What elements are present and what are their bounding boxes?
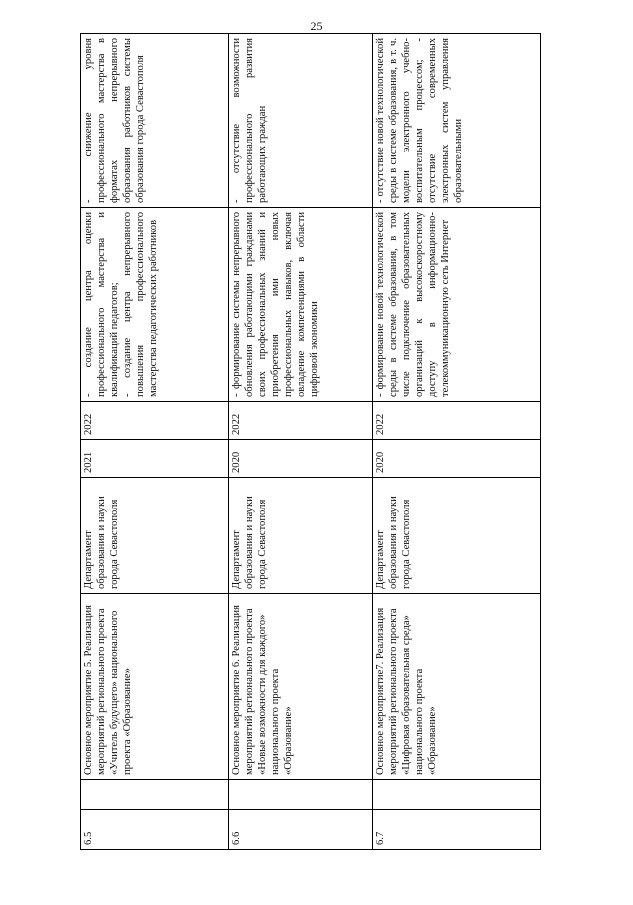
empty-cell bbox=[229, 780, 373, 810]
start-year: 2021 bbox=[81, 440, 229, 478]
measures-table bbox=[80, 33, 541, 850]
executor: Департамент образования и науки города Севастополя bbox=[373, 478, 541, 594]
row-number: 6.6 bbox=[229, 810, 373, 850]
row-number: 6.5 bbox=[81, 810, 229, 850]
expected-result: - формирование новой технологической среды в системе образования, в том числе подключение образовательных организаций к высокоскоростному доступу в информационно-телекоммуникационную сеть Интернет bbox=[373, 208, 541, 402]
row-number: 6.7 bbox=[373, 810, 541, 850]
start-year: 2020 bbox=[373, 440, 541, 478]
measure-name: Основное мероприятие 6. Реализация мероприятий регионального проекта «Новые возможности для каждого» национального проекта «Образование» bbox=[229, 594, 373, 780]
table-row bbox=[81, 34, 229, 850]
table-row bbox=[373, 34, 541, 850]
expected-result: - формирование системы непрерывного обновления работающими гражданами своих профессиональных знаний и приобретения ими новых профессиональных навыков, включая овладение компетенциями в области цифровой экономики bbox=[229, 208, 373, 402]
consequences: - снижение уровня профессионального мастерства в форматах непрерывного образования работников системы образования города Севастополя bbox=[81, 34, 229, 208]
consequences: - отсутствие новой технологической среды в системе образования, в т. ч. модели электронного учебно-воспитательным процессом; - отсутствие современных электронных систем управления образовательными bbox=[373, 34, 541, 208]
measure-name: Основное мероприятие7. Реализация мероприятий регионального проекта «Цифровая образовательная среда» национального проекта «Образование» bbox=[373, 594, 541, 780]
table-row bbox=[229, 34, 373, 850]
end-year: 2022 bbox=[229, 402, 373, 440]
rotated-table-frame bbox=[80, 34, 633, 845]
empty-cell bbox=[81, 780, 229, 810]
executor: Департамент образования и науки города Севастополя bbox=[229, 478, 373, 594]
empty-cell bbox=[373, 780, 541, 810]
page-number: 25 bbox=[310, 19, 323, 33]
start-year: 2020 bbox=[229, 440, 373, 478]
executor: Департамент образования и науки города Севастополя bbox=[81, 478, 229, 594]
expected-result: - создание центра оценки профессионального мастерства и квалификаций педагогов; - создание центра непрерывного повышения профессионального мастерства педагогических работников bbox=[81, 208, 229, 402]
end-year: 2022 bbox=[81, 402, 229, 440]
consequences: - отсутствие возможности профессионального развития работающих граждан bbox=[229, 34, 373, 208]
measure-name: Основное мероприятие 5. Реализация мероприятий регионального проекта «Учитель будущего» национального проекта «Образование» bbox=[81, 594, 229, 780]
end-year: 2022 bbox=[373, 402, 541, 440]
